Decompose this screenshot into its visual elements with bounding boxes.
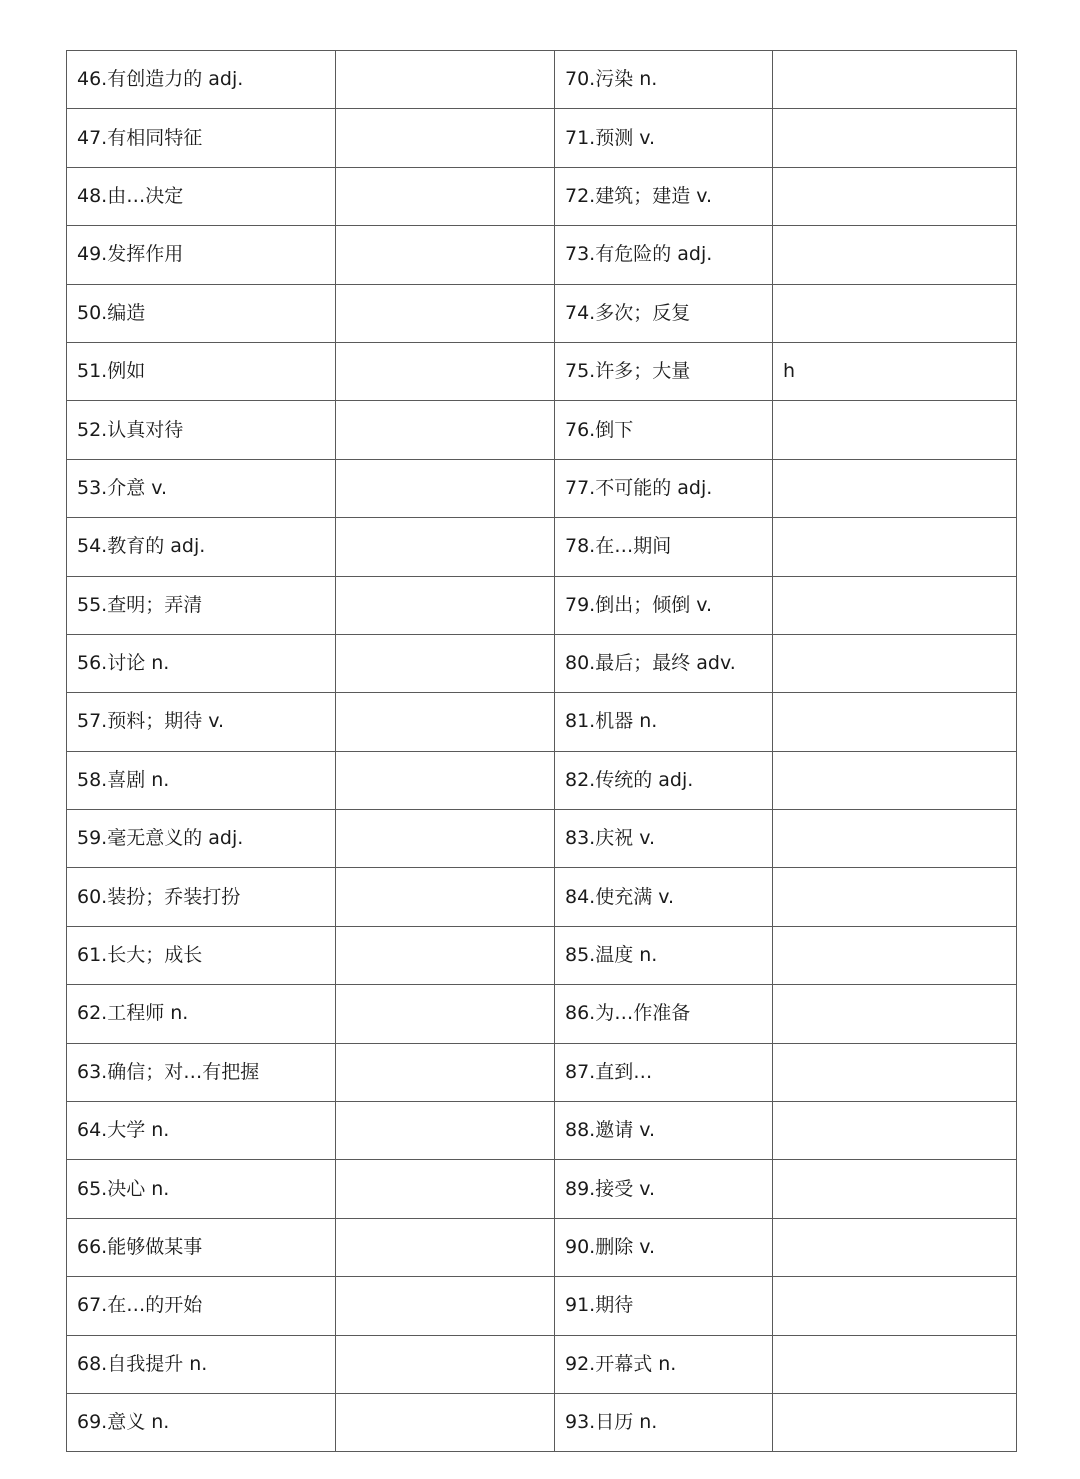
right-prompt-cell: 76.倒下	[555, 401, 773, 459]
right-prompt-cell: 73.有危险的 adj.	[555, 226, 773, 284]
table-row	[67, 401, 1017, 459]
right-prompt-cell: 91.期待	[555, 1277, 773, 1335]
table-row	[67, 459, 1017, 517]
right-prompt-cell: 78.在…期间	[555, 518, 773, 576]
left-answer-cell[interactable]	[336, 342, 555, 400]
left-prompt-cell: 56.讨论 n.	[67, 634, 336, 692]
table-row	[67, 868, 1017, 926]
table-row	[67, 693, 1017, 751]
left-answer-cell[interactable]	[336, 518, 555, 576]
right-answer-cell[interactable]	[773, 926, 1017, 984]
right-answer-cell[interactable]	[773, 985, 1017, 1043]
left-prompt-cell: 58.喜剧 n.	[67, 751, 336, 809]
right-prompt-cell: 72.建筑；建造 v.	[555, 167, 773, 225]
right-prompt-cell: 80.最后；最终 adv.	[555, 634, 773, 692]
right-answer-cell[interactable]	[773, 284, 1017, 342]
right-prompt-cell: 79.倒出；倾倒 v.	[555, 576, 773, 634]
right-answer-cell[interactable]	[773, 751, 1017, 809]
left-prompt-cell: 67.在…的开始	[67, 1277, 336, 1335]
left-prompt-cell: 52.认真对待	[67, 401, 336, 459]
right-prompt-cell: 75.许多；大量	[555, 342, 773, 400]
right-prompt-cell: 89.接受 v.	[555, 1160, 773, 1218]
left-answer-cell[interactable]	[336, 868, 555, 926]
right-prompt-cell: 84.使充满 v.	[555, 868, 773, 926]
left-prompt-cell: 61.长大；成长	[67, 926, 336, 984]
left-prompt-cell: 49.发挥作用	[67, 226, 336, 284]
left-prompt-cell: 57.预料；期待 v.	[67, 693, 336, 751]
right-answer-cell[interactable]	[773, 1277, 1017, 1335]
right-answer-cell[interactable]	[773, 51, 1017, 109]
table-row	[67, 51, 1017, 109]
left-answer-cell[interactable]	[336, 226, 555, 284]
right-prompt-cell: 74.多次；反复	[555, 284, 773, 342]
vocabulary-table-body	[67, 51, 1017, 1452]
left-prompt-cell: 65.决心 n.	[67, 1160, 336, 1218]
left-answer-cell[interactable]	[336, 109, 555, 167]
right-prompt-cell: 85.温度 n.	[555, 926, 773, 984]
left-prompt-cell: 48.由…决定	[67, 167, 336, 225]
right-answer-cell[interactable]	[773, 1043, 1017, 1101]
table-row	[67, 576, 1017, 634]
left-prompt-cell: 59.毫无意义的 adj.	[67, 810, 336, 868]
left-prompt-cell: 69.意义 n.	[67, 1393, 336, 1451]
left-answer-cell[interactable]	[336, 751, 555, 809]
left-prompt-cell: 64.大学 n.	[67, 1102, 336, 1160]
right-prompt-cell: 81.机器 n.	[555, 693, 773, 751]
table-row	[67, 1335, 1017, 1393]
left-prompt-cell: 60.装扮；乔装打扮	[67, 868, 336, 926]
right-prompt-cell: 83.庆祝 v.	[555, 810, 773, 868]
left-answer-cell[interactable]	[336, 1102, 555, 1160]
table-row	[67, 985, 1017, 1043]
right-prompt-cell: 87.直到…	[555, 1043, 773, 1101]
table-row	[67, 751, 1017, 809]
table-row	[67, 1218, 1017, 1276]
table-row	[67, 342, 1017, 400]
table-row	[67, 1102, 1017, 1160]
right-answer-cell[interactable]	[773, 226, 1017, 284]
left-prompt-cell: 63.确信；对…有把握	[67, 1043, 336, 1101]
right-answer-cell[interactable]	[773, 868, 1017, 926]
left-prompt-cell: 47.有相同特征	[67, 109, 336, 167]
left-answer-cell[interactable]	[336, 401, 555, 459]
table-row	[67, 634, 1017, 692]
right-answer-cell[interactable]	[773, 693, 1017, 751]
left-answer-cell[interactable]	[336, 1043, 555, 1101]
table-row	[67, 1160, 1017, 1218]
left-prompt-cell: 62.工程师 n.	[67, 985, 336, 1043]
right-answer-cell[interactable]	[773, 1218, 1017, 1276]
right-answer-cell[interactable]	[773, 1335, 1017, 1393]
right-answer-cell[interactable]	[773, 810, 1017, 868]
right-prompt-cell: 86.为…作准备	[555, 985, 773, 1043]
left-answer-cell[interactable]	[336, 576, 555, 634]
left-prompt-cell: 68.自我提升 n.	[67, 1335, 336, 1393]
right-answer-cell[interactable]	[773, 167, 1017, 225]
left-answer-cell[interactable]	[336, 926, 555, 984]
left-prompt-cell: 54.教育的 adj.	[67, 518, 336, 576]
right-answer-cell[interactable]	[773, 634, 1017, 692]
left-prompt-cell: 51.例如	[67, 342, 336, 400]
left-answer-cell[interactable]	[336, 634, 555, 692]
table-row	[67, 926, 1017, 984]
right-answer-cell[interactable]: h	[773, 342, 1017, 400]
right-answer-cell[interactable]	[773, 1160, 1017, 1218]
left-answer-cell[interactable]	[336, 1218, 555, 1276]
left-answer-cell[interactable]	[336, 1393, 555, 1451]
right-answer-cell[interactable]	[773, 1393, 1017, 1451]
right-prompt-cell: 82.传统的 adj.	[555, 751, 773, 809]
right-answer-cell[interactable]	[773, 576, 1017, 634]
left-answer-cell[interactable]	[336, 1160, 555, 1218]
table-row	[67, 284, 1017, 342]
left-answer-cell[interactable]	[336, 284, 555, 342]
right-prompt-cell: 71.预测 v.	[555, 109, 773, 167]
table-row	[67, 1043, 1017, 1101]
right-prompt-cell: 92.开幕式 n.	[555, 1335, 773, 1393]
right-prompt-cell: 77.不可能的 adj.	[555, 459, 773, 517]
right-prompt-cell: 88.邀请 v.	[555, 1102, 773, 1160]
left-answer-cell[interactable]	[336, 985, 555, 1043]
left-answer-cell[interactable]	[336, 693, 555, 751]
left-answer-cell[interactable]	[336, 1277, 555, 1335]
table-row	[67, 810, 1017, 868]
left-answer-cell[interactable]	[336, 51, 555, 109]
right-prompt-cell: 70.污染 n.	[555, 51, 773, 109]
table-row	[67, 167, 1017, 225]
table-row	[67, 226, 1017, 284]
left-prompt-cell: 46.有创造力的 adj.	[67, 51, 336, 109]
right-answer-cell[interactable]	[773, 459, 1017, 517]
table-row	[67, 518, 1017, 576]
left-prompt-cell: 50.编造	[67, 284, 336, 342]
table-row	[67, 109, 1017, 167]
left-answer-cell[interactable]	[336, 459, 555, 517]
right-prompt-cell: 90.删除 v.	[555, 1218, 773, 1276]
left-answer-cell[interactable]	[336, 167, 555, 225]
left-answer-cell[interactable]	[336, 1335, 555, 1393]
table-row	[67, 1393, 1017, 1451]
right-answer-cell[interactable]	[773, 1102, 1017, 1160]
left-prompt-cell: 55.查明；弄清	[67, 576, 336, 634]
right-answer-cell[interactable]	[773, 401, 1017, 459]
left-answer-cell[interactable]	[336, 810, 555, 868]
left-prompt-cell: 66.能够做某事	[67, 1218, 336, 1276]
table-row	[67, 1277, 1017, 1335]
right-prompt-cell: 93.日历 n.	[555, 1393, 773, 1451]
vocabulary-table	[66, 50, 1017, 1452]
right-answer-cell[interactable]	[773, 109, 1017, 167]
right-answer-cell[interactable]	[773, 518, 1017, 576]
left-prompt-cell: 53.介意 v.	[67, 459, 336, 517]
